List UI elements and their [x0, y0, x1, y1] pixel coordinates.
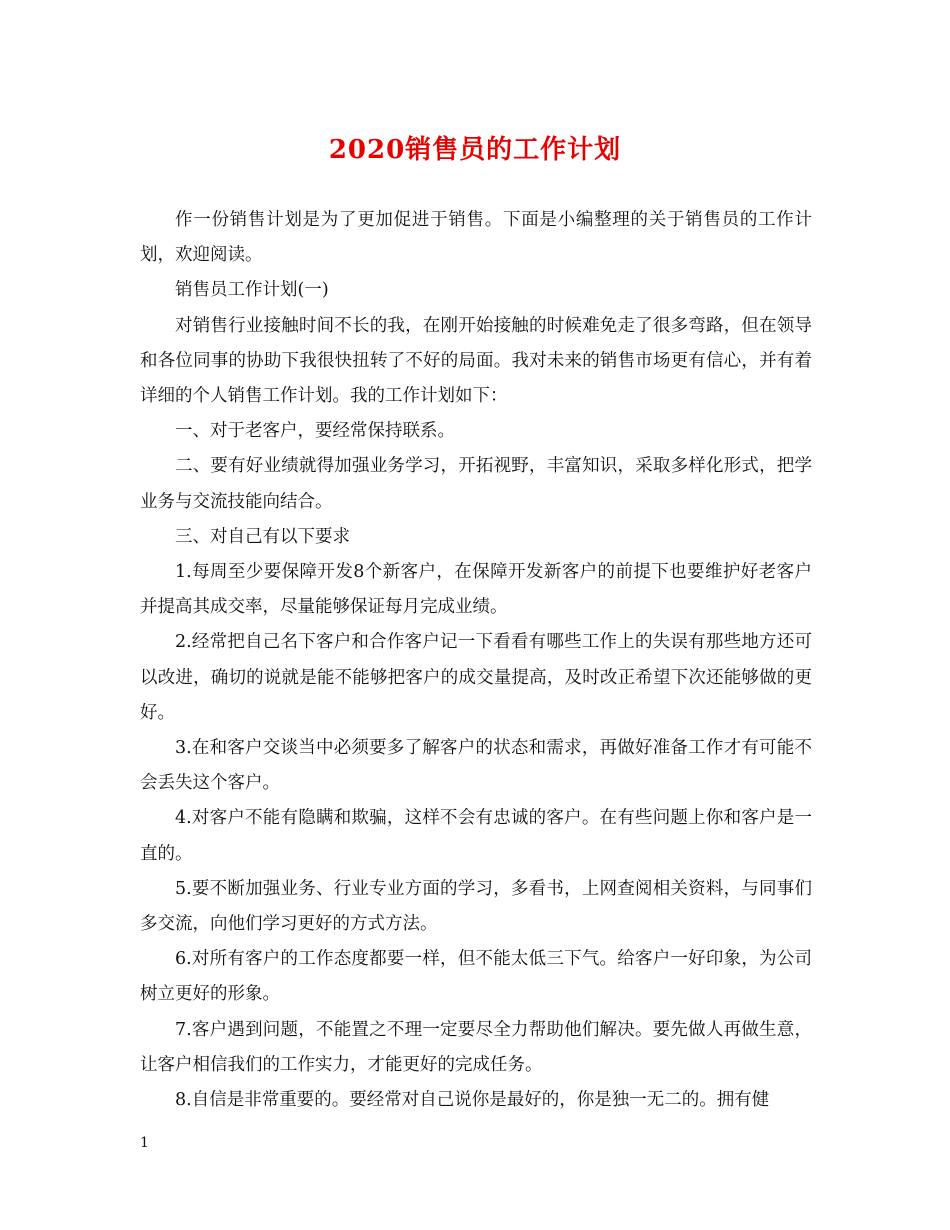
requirement-2: 2.经常把自己名下客户和合作客户记一下看看有哪些工作上的失误有那些地方还可以改进，确切的说就是能不能够把客户的成交量提高，及时改正希望下次还能够做的更好。: [140, 632, 812, 723]
requirement-7: 7.客户遇到问题，不能置之不理一定要尽全力帮助他们解决。要先做人再做生意，让客户相信我们的工作实力，才能更好的完成任务。: [140, 1019, 812, 1075]
paragraph-intro: 作一份销售计划是为了更加促进于销售。下面是小编整理的关于销售员的工作计划，欢迎阅读。: [140, 210, 812, 266]
requirement-6: 6.对所有客户的工作态度都要一样，但不能太低三下气。给客户一好印象，为公司树立更好的形象。: [140, 949, 812, 1005]
plan-item-2: 二、要有好业绩就得加强业务学习，开拓视野，丰富知识，采取多样化形式，把学业务与交流技能向结合。: [140, 456, 812, 512]
requirement-1: 1.每周至少要保障开发8个新客户，在保障开发新客户的前提下也要维护好老客户并提高其成交率，尽量能够保证每月完成业绩。: [140, 562, 812, 618]
requirement-5: 5.要不断加强业务、行业专业方面的学习，多看书，上网查阅相关资料，与同事们多交流，向他们学习更好的方式方法。: [140, 878, 812, 935]
requirement-4: 4.对客户不能有隐瞒和欺骗，这样不会有忠诚的客户。在有些问题上你和客户是一直的。: [140, 808, 812, 864]
section-heading: 销售员工作计划(一): [175, 280, 329, 301]
plan-item-1: 一、对于老客户，要经常保持联系。: [175, 421, 455, 442]
plan-item-3: 三、对自己有以下要求: [175, 526, 350, 547]
document-body: [140, 203, 812, 1118]
page-number: 1: [140, 1135, 149, 1151]
requirement-8: 8.自信是非常重要的。要经常对自己说你是最好的，你是独一无二的。拥有健: [175, 1090, 770, 1111]
document-title: 2020销售员的工作计划: [328, 135, 622, 165]
requirement-3: 3.在和客户交谈当中必须要多了解客户的状态和需求，再做好准备工作才有可能不会丢失这个客户。: [140, 738, 812, 794]
paragraph-background: 对销售行业接触时间不长的我，在刚开始接触的时候难免走了很多弯路，但在领导和各位同事的协助下我很快扭转了不好的局面。我对未来的销售市场更有信心，并有着详细的个人销售工作计划。我的工作计划如下：: [140, 315, 812, 407]
